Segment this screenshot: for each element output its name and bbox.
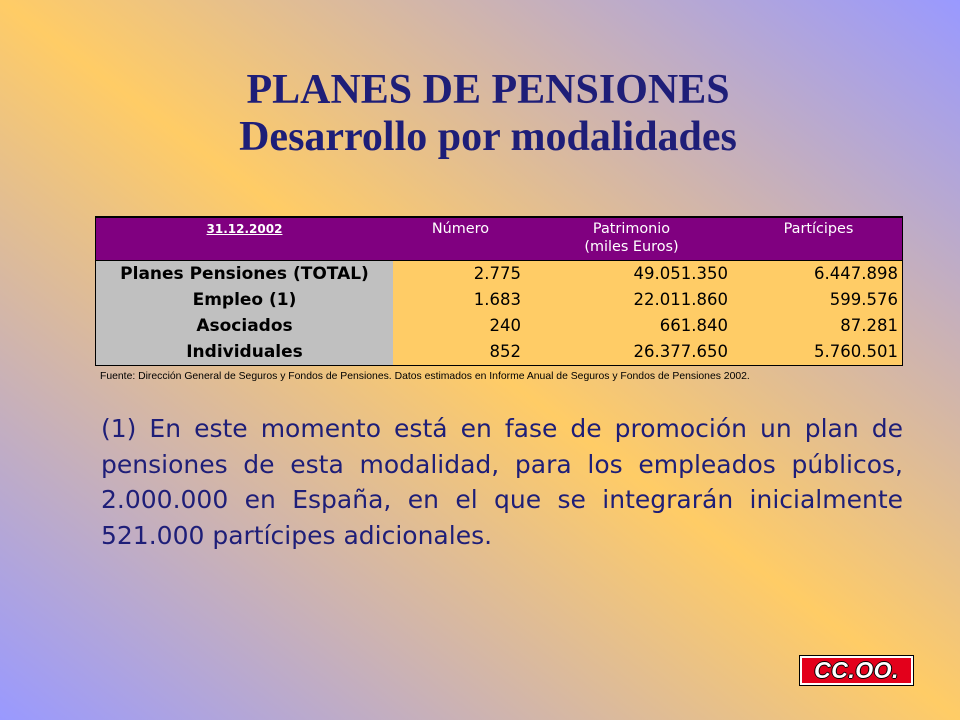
row-numero: 2.775 [393, 261, 528, 287]
pension-plans-table [95, 216, 903, 366]
title-block [16, 67, 960, 161]
row-patrimonio: 661.840 [528, 313, 735, 339]
header-numero-cell [393, 218, 528, 260]
row-participes: 87.281 [735, 313, 902, 339]
header-patrimonio-cell [528, 218, 735, 260]
row-label: Empleo (1) [96, 287, 393, 313]
row-numero: 852 [393, 339, 528, 365]
row-participes: 6.447.898 [735, 261, 902, 287]
header-participes: Partícipes [783, 221, 854, 237]
table-row [96, 287, 902, 313]
row-label: Asociados [96, 313, 393, 339]
row-patrimonio: 22.011.860 [528, 287, 735, 313]
header-patrimonio: Patrimonio [592, 221, 671, 237]
row-participes: 5.760.501 [735, 339, 902, 365]
slide-subtitle: Desarrollo por modalidades [239, 114, 737, 160]
row-numero: 240 [393, 313, 528, 339]
row-label: Individuales [96, 339, 393, 365]
ccoo-logo: CC.OO. [800, 656, 913, 685]
row-patrimonio: 49.051.350 [528, 261, 735, 287]
header-date: 31.12.2002 [206, 222, 283, 236]
row-participes: 599.576 [735, 287, 902, 313]
footnote-paragraph: (1) En este momento está en fase de promoción un plan de pensiones de esta modalidad, para los empleados públicos, 2.000.000 en España, en el que se integrarán inicialmente 521.000 partícipes adicionales. [101, 414, 903, 550]
table-source-note: Fuente: Dirección General de Seguros y Fondos de Pensiones. Datos estimados en Informe Anual de Seguros y Fondos de Pensiones 2002. [100, 371, 750, 382]
header-participes-cell [735, 218, 902, 260]
table-row [96, 339, 902, 365]
row-numero: 1.683 [393, 287, 528, 313]
row-patrimonio: 26.377.650 [528, 339, 735, 365]
header-patrimonio-unit: (miles Euros) [584, 239, 679, 255]
header-date-cell [96, 218, 393, 260]
header-numero: Número [431, 221, 490, 237]
slide-title: PLANES DE PENSIONES [246, 67, 730, 113]
row-label: Planes Pensiones (TOTAL) [96, 261, 393, 287]
table-row [96, 261, 902, 287]
table-row [96, 313, 902, 339]
table-header-row [96, 218, 902, 261]
